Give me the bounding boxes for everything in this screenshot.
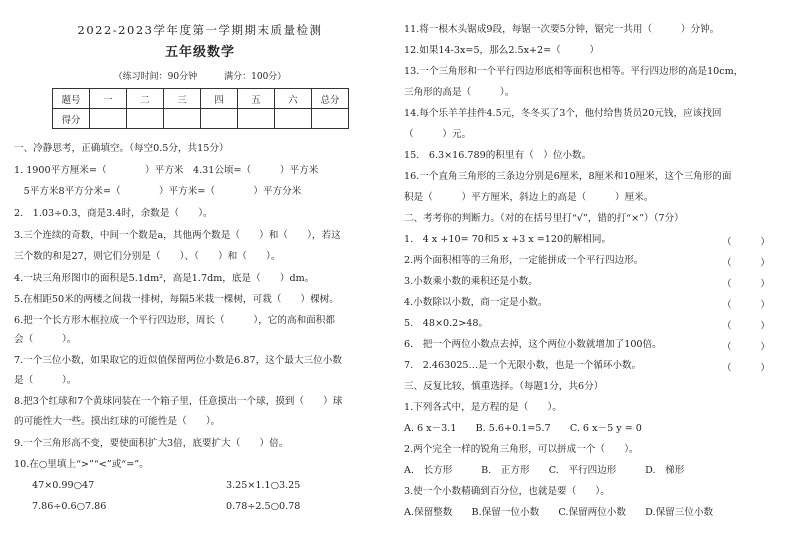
judge-item: 3.小数乘小数的乘积还是小数。 [404,276,538,287]
exam-info: （练习时间：90分钟 满分：100分） [113,72,287,82]
score-row-label: 得分 [53,109,90,129]
question-6-line-1: 6.把一个长方形木框拉成一个平行四边形，周长（ ），它的高和面积都 [14,315,335,326]
score-header-cell: 总分 [312,89,349,109]
answer-paren[interactable]: （ ） [722,321,770,332]
question-8-line-1: 8.把3个红球和7个黄球同装在一个箱子里，任意摸出一个球，摸到（ ）球 [14,396,343,407]
score-cell[interactable] [312,109,349,129]
section-1-heading: 一、冷静思考，正确填空。（每空0.5分，共15分） [14,143,229,154]
question-1-line-1: 1. 1900平方厘米=（ ）平方米 4.31公顷=（ ）平方米 [14,165,319,176]
score-header-cell: 五 [238,89,275,109]
judge-item: 4.小数除以小数，商一定是小数。 [404,297,548,308]
question-14-line-2: （ ）元。 [404,129,472,140]
answer-paren[interactable]: （ ） [722,300,770,311]
question-7-line-2: 是（ ）。 [14,375,77,386]
question-5: 5.在相距50米的两楼之间栽一排树，每隔5米栽一棵树，可栽（ ）棵树。 [14,294,339,305]
score-header-cell: 四 [201,89,238,109]
answer-paren[interactable]: （ ） [722,342,770,353]
question-2: 2. 1.03÷0.3，商是3.4时，余数是（ ）。 [14,208,213,219]
score-cell[interactable] [127,109,164,129]
compare-item: 47×0.99○47 [32,480,95,491]
answer-paren[interactable]: （ ） [722,363,770,374]
question-15: 15. 6.3×16.789的积里有（ ）位小数。 [404,150,592,161]
score-header-cell: 题号 [53,89,90,109]
question-16-line-2: 积是（ ）平方厘米，斜边上的高是（ ）厘米。 [404,192,654,203]
score-cell[interactable] [90,109,127,129]
exam-title: 2022-2023学年度第一学期期末质量检测 [77,23,323,37]
question-3-line-1: 3.三个连续的奇数，中间一个数是a，其他两个数是（ ）和（ ），若这 [14,230,341,241]
compare-item: 0.78÷2.5○0.78 [226,501,301,512]
question-3-line-2: 三个数的和是27，则它们分别是（ ）、（ ）和（ ）。 [14,251,281,262]
section-3-heading: 三、反复比较，慎重选择。（每题1分，共6分） [404,381,604,392]
question-8-line-2: 的可能性大一些。摸出红球的可能性是（ ）。 [14,416,221,427]
choice-options-1: A. 6 x－3.1 B. 5.6+0.1=5.7 C. 6 x－5 y = 0 [404,423,642,434]
score-header-cell: 二 [127,89,164,109]
question-10: 10.在○里填上“>”“<”或“=”。 [14,459,149,470]
choice-question-2: 2.两个完全一样的锐角三角形，可以拼成一个（ ）。 [404,444,639,455]
answer-paren[interactable]: （ ） [722,279,770,290]
choice-question-3: 3.使一个小数精确到百分位，也就是要（ ）。 [404,486,610,497]
question-12: 12.如果14-3x=5，那么2.5x+2=（ ） [404,45,600,56]
answer-paren[interactable]: （ ） [722,237,770,248]
question-1-line-2: 5平方米8平方分米=（ ）平方米=（ ）平方分米 [14,186,302,197]
judge-item: 1. 4 x +10= 70和5 x +3 x =120的解相同。 [404,234,612,245]
question-16-line-1: 16.一个直角三角形的三条边分别是6厘米，8厘米和10厘米，这个三角形的面 [404,171,732,182]
answer-paren[interactable]: （ ） [722,258,770,269]
score-cell[interactable] [238,109,275,129]
choice-options-3: A.保留整数 B.保留一位小数 C.保留两位小数 D.保留三位小数 [404,507,714,518]
judge-item: 2.两个面积相等的三角形，一定能拼成一个平行四边形。 [404,255,644,266]
section-2-heading: 二、考考你的判断力。（对的在括号里打“√”，错的打“×”）（7分） [404,213,684,224]
question-4: 4.一块三角形图巾的面积是5.1dm²，高是1.7dm，底是（ ）dm。 [14,273,315,284]
question-13-line-1: 13.一个三角形和一个平行四边形底相等面积也相等。平行四边形的高是10cm， [404,66,744,77]
score-header-cell: 一 [90,89,127,109]
question-9: 9.一个三角形高不变，要使面积扩大3倍，底要扩大（ ）倍。 [14,438,289,449]
choice-options-2: A. 长方形 B. 正方形 C. 平行四边形 D. 梯形 [404,465,685,476]
score-table-score-row [53,109,349,129]
score-cell[interactable] [275,109,312,129]
choice-question-1: 1.下列各式中，是方程的是（ ）。 [404,402,562,413]
judge-item: 7. 2.463025…是一个无限小数，也是一个循环小数。 [404,360,642,371]
question-11: 11.将一根木头锯成9段，每锯一次要5分钟，锯完一共用（ ）分钟。 [404,24,720,35]
score-table [52,88,349,129]
question-6-line-2: 会（ ）。 [14,334,77,345]
exam-subject: 五年级数学 [164,45,235,60]
compare-item: 3.25×1.1○3.25 [226,480,301,491]
score-table-header-row [53,89,349,109]
judge-item: 6. 把一个两位小数点去掉，这个两位小数就增加了100倍。 [404,339,662,350]
judge-item: 5. 48×0.2>48。 [404,318,489,329]
score-header-cell: 三 [164,89,201,109]
question-7-line-1: 7.一个三位小数，如果取它的近似值保留两位小数是6.87，这个最大三位小数 [14,355,342,366]
score-cell[interactable] [201,109,238,129]
question-13-line-2: 三角形的高是（ ）。 [404,87,515,98]
compare-item: 7.86÷0.6○7.86 [32,501,107,512]
score-header-cell: 六 [275,89,312,109]
question-14-line-1: 14.每个乐羊羊挂件4.5元，冬冬买了3个，他付给售货员20元钱，应该找回 [404,108,722,119]
score-cell[interactable] [164,109,201,129]
